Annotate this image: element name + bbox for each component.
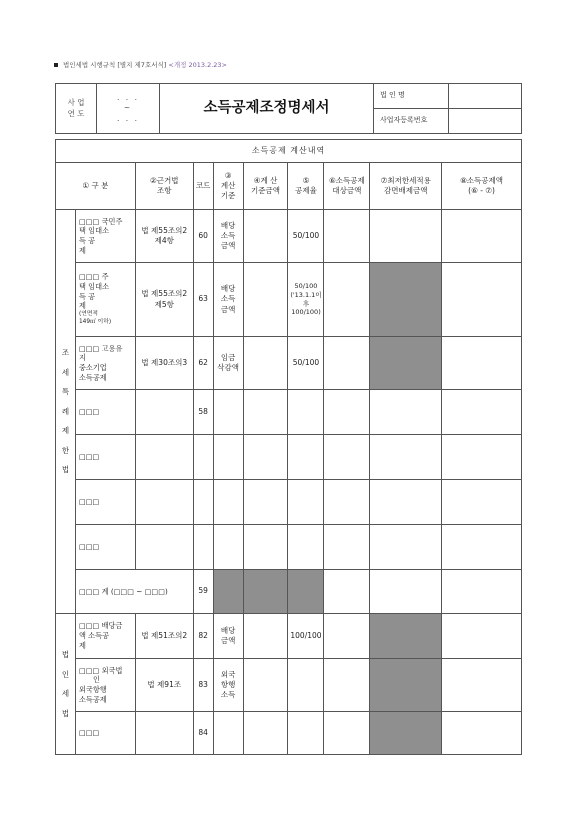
input-cell[interactable] (193, 480, 213, 525)
input-cell[interactable] (324, 263, 370, 337)
input-cell[interactable] (442, 435, 522, 480)
shaded-cell (288, 570, 324, 614)
section-title: 소득공제 계산내역 (56, 140, 522, 163)
row-label: □□□ (75, 525, 135, 570)
table-row (56, 390, 522, 435)
input-cell[interactable] (243, 390, 288, 435)
code-cell: 82 (193, 614, 213, 659)
col-law: ②근거법 조항 (135, 163, 193, 210)
input-cell[interactable] (370, 435, 442, 480)
business-year-label: 사 업 연 도 (56, 84, 97, 134)
basis-cell: 배당 소득 금액 (213, 263, 243, 337)
shaded-cell (370, 337, 442, 390)
shaded-cell (213, 570, 243, 614)
column-header-row (56, 163, 522, 210)
input-cell[interactable] (135, 525, 193, 570)
input-cell[interactable] (370, 525, 442, 570)
code-cell: 83 (193, 659, 213, 712)
input-cell[interactable] (288, 390, 324, 435)
input-cell[interactable] (213, 712, 243, 755)
code-cell: 59 (193, 570, 213, 614)
table-row (56, 712, 522, 755)
input-cell[interactable] (135, 480, 193, 525)
row-label: □□□ (75, 390, 135, 435)
input-cell[interactable] (135, 435, 193, 480)
code-cell: 58 (193, 390, 213, 435)
law-cell: 법 제51조의2 (135, 614, 193, 659)
input-cell[interactable] (370, 390, 442, 435)
col-rate: ⑤ 공제율 (288, 163, 324, 210)
basis-cell: 임금 삭감액 (213, 337, 243, 390)
input-cell[interactable] (193, 525, 213, 570)
code-cell: 62 (193, 337, 213, 390)
table-row (56, 570, 522, 614)
col-basis-amount: ④계 산 기준금액 (243, 163, 288, 210)
input-cell[interactable] (442, 614, 522, 659)
biz-no-field[interactable] (449, 109, 522, 134)
input-cell[interactable] (442, 390, 522, 435)
input-cell[interactable] (193, 435, 213, 480)
input-cell[interactable] (324, 659, 370, 712)
group-label-special-tax: 조 세 특 례 제 한 법 (56, 210, 76, 614)
basis-cell: 외국 항행 소득 (213, 659, 243, 712)
col-code: 코드 (193, 163, 213, 210)
input-cell[interactable] (370, 210, 442, 263)
input-cell[interactable] (442, 570, 522, 614)
input-cell[interactable] (213, 435, 243, 480)
group-label-corporate-tax: 법 인 세 법 (56, 614, 76, 755)
input-cell[interactable] (442, 712, 522, 755)
law-cell: 법 제55조의2 제5항 (135, 263, 193, 337)
input-cell[interactable] (324, 337, 370, 390)
input-cell[interactable] (243, 210, 288, 263)
table-row (56, 210, 522, 263)
table-row (56, 337, 522, 390)
table-row (56, 525, 522, 570)
input-cell[interactable] (288, 525, 324, 570)
form-header (54, 60, 227, 69)
row-label: □□□ (75, 712, 135, 755)
code-cell: 84 (193, 712, 213, 755)
rate-cell: 50/100 (288, 210, 324, 263)
row-label: □□□ (75, 480, 135, 525)
input-cell[interactable] (324, 480, 370, 525)
biz-no-label: 사업자등록번호 (374, 109, 449, 134)
rate-cell: 100/100 (288, 614, 324, 659)
law-cell: 법 제55조의2 제4항 (135, 210, 193, 263)
input-cell[interactable] (324, 390, 370, 435)
shaded-cell (370, 263, 442, 337)
row-label: □□□ 외국법 인 외국항행 소득공제 (75, 659, 135, 712)
code-cell: 60 (193, 210, 213, 263)
col-deduction-amount: ⑧소득공제액 (⑥ - ⑦) (442, 163, 522, 210)
input-cell[interactable] (213, 525, 243, 570)
input-cell[interactable] (324, 712, 370, 755)
input-cell[interactable] (288, 659, 324, 712)
form-revision: <개정 2013.2.23> (168, 61, 227, 69)
col-excluded-amount: ⑦최저한세적용 감면배제금액 (370, 163, 442, 210)
input-cell[interactable] (288, 712, 324, 755)
basis-cell: 배당 금액 (213, 614, 243, 659)
law-cell: 법 제30조의3 (135, 337, 193, 390)
input-cell[interactable] (288, 435, 324, 480)
input-cell[interactable] (324, 435, 370, 480)
document-title: 소득공제조정명세서 (160, 84, 374, 134)
input-cell[interactable] (213, 390, 243, 435)
input-cell[interactable] (324, 210, 370, 263)
input-cell[interactable] (213, 480, 243, 525)
input-cell[interactable] (324, 614, 370, 659)
input-cell[interactable] (442, 659, 522, 712)
deduction-table (55, 139, 522, 755)
corp-name-field[interactable] (449, 84, 522, 109)
input-cell[interactable] (288, 480, 324, 525)
business-year-field[interactable]: . . . ~ . . . (97, 84, 160, 134)
col-target-amount: ⑥소득공제 대상금액 (324, 163, 370, 210)
col-category: ① 구 분 (56, 163, 136, 210)
input-cell[interactable] (135, 390, 193, 435)
row-label: □□□ 고용유 지 중소기업 소득공제 (75, 337, 135, 390)
row-label: □□□ 국민주 택 임대소 득 공 제 (75, 210, 135, 263)
rate-cell: 50/100 ('13.1.1이 후 100/100) (288, 263, 324, 337)
input-cell[interactable] (370, 570, 442, 614)
input-cell[interactable] (243, 525, 288, 570)
row-label: □□□ (75, 435, 135, 480)
table-row (56, 659, 522, 712)
input-cell[interactable] (135, 712, 193, 755)
row-label: □□□ 주 택 임대소 득 공 제 (연면적 149㎡ 이하) (75, 263, 135, 337)
input-cell[interactable] (324, 525, 370, 570)
row-label: □□□ 배당금 액 소득공 제 (75, 614, 135, 659)
input-cell[interactable] (243, 435, 288, 480)
input-cell[interactable] (243, 659, 288, 712)
table-row (56, 263, 522, 337)
shaded-cell (370, 659, 442, 712)
input-cell[interactable] (370, 480, 442, 525)
corp-name-label: 법 인 명 (374, 84, 449, 109)
shaded-cell (370, 614, 442, 659)
input-cell[interactable] (243, 712, 288, 755)
input-cell[interactable] (243, 263, 288, 337)
input-cell[interactable] (243, 480, 288, 525)
bullet-icon (54, 63, 58, 67)
law-cell: 법 제91조 (135, 659, 193, 712)
rate-cell: 50/100 (288, 337, 324, 390)
input-cell[interactable] (442, 337, 522, 390)
basis-cell: 배당 소득 금액 (213, 210, 243, 263)
input-cell[interactable] (324, 570, 370, 614)
shaded-cell (243, 570, 288, 614)
table-row (56, 480, 522, 525)
input-cell[interactable] (243, 337, 288, 390)
shaded-cell (370, 712, 442, 755)
input-cell[interactable] (442, 210, 522, 263)
code-cell: 63 (193, 263, 213, 337)
col-basis: ③ 계산 기준 (213, 163, 243, 210)
input-cell[interactable] (442, 525, 522, 570)
form-header-prefix: 법인세법 시행규칙 [별지 제7호서식] (63, 61, 167, 69)
input-cell[interactable] (243, 614, 288, 659)
input-cell[interactable] (442, 263, 522, 337)
input-cell[interactable] (442, 480, 522, 525)
table-row (56, 614, 522, 659)
table-row (56, 435, 522, 480)
subtotal-label: □□□ 계 (□□□ ~ □□□) (75, 570, 193, 614)
form-top-table (55, 83, 522, 134)
